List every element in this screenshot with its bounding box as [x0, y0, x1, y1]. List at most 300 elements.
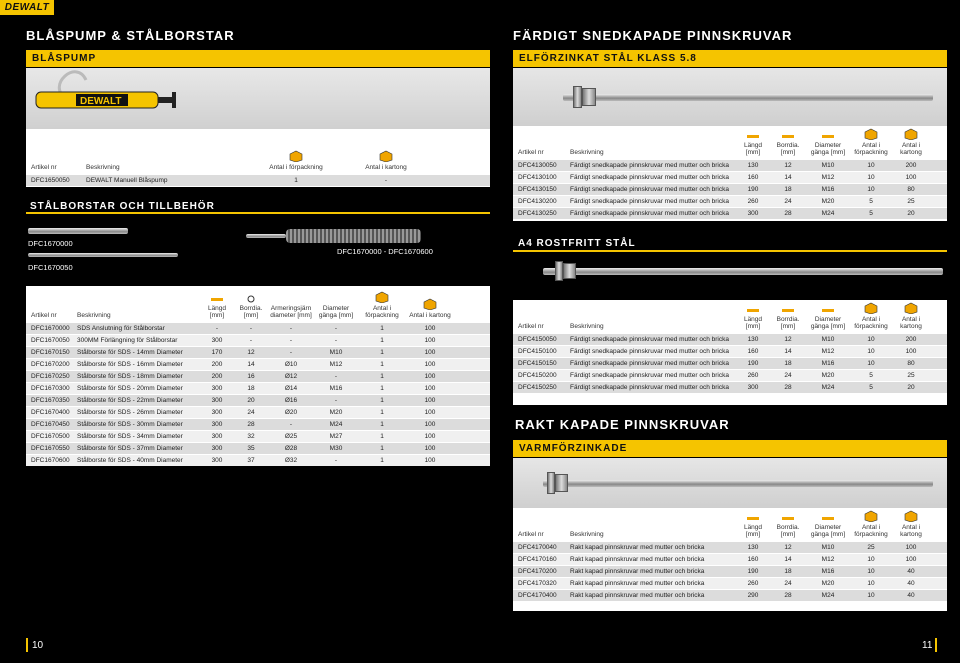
- table-cell: Ø12: [268, 370, 314, 382]
- table-cell: 32: [234, 430, 268, 442]
- table-cell: 24: [771, 578, 805, 590]
- table-cell: 12: [771, 334, 805, 346]
- page-number-right: 11: [922, 640, 933, 651]
- carton-icon: [893, 510, 929, 524]
- length-icon: [737, 306, 769, 316]
- column-header: Artikel nr: [513, 126, 565, 160]
- table-row: [26, 454, 490, 466]
- table-cell: -: [314, 334, 358, 346]
- table-cell: -: [314, 394, 358, 406]
- table-cell: 300: [200, 454, 234, 466]
- thread-icon: [807, 514, 849, 524]
- table-cell: 18: [771, 358, 805, 370]
- column-header: Längd [mm]: [735, 508, 771, 542]
- page-marker-right: [935, 638, 937, 652]
- table-cell: DFC4150200: [513, 370, 565, 382]
- blaspump-illustration: [26, 68, 490, 129]
- table-row: [513, 172, 947, 184]
- table-cell: 100: [406, 322, 454, 334]
- table-cell: M24: [805, 382, 851, 394]
- table-cell: Rakt kapad pinnskruvar med mutter och bricka: [565, 542, 735, 554]
- column-header: Antal i kartong: [891, 300, 931, 334]
- column-header: Längd [mm]: [735, 300, 771, 334]
- table-cell: 200: [200, 370, 234, 382]
- thread-icon: [807, 132, 849, 142]
- table-cell: -: [234, 334, 268, 346]
- column-header: Antal i förpackning: [851, 300, 891, 334]
- table-cell: -: [268, 346, 314, 358]
- table-row: [513, 184, 947, 196]
- column-header: Antal i kartong: [891, 126, 931, 160]
- table-cell: Rakt kapad pinnskruvar med mutter och bricka: [565, 566, 735, 578]
- svg-text:DEWALT: DEWALT: [80, 96, 122, 107]
- table-cell: 14: [771, 346, 805, 358]
- table-cell: Stålborste för SDS - 22mm Diameter: [72, 394, 200, 406]
- table-cell: M27: [314, 430, 358, 442]
- table-snedkapade: [513, 126, 947, 221]
- table-cell: -: [268, 334, 314, 346]
- column-header: Antal i förpackning: [851, 508, 891, 542]
- table-cell: -: [268, 418, 314, 430]
- table-cell: Stålborste för SDS - 37mm Diameter: [72, 442, 200, 454]
- table-cell: DFC4130200: [513, 196, 565, 208]
- table-cell: 100: [406, 334, 454, 346]
- package-icon: [853, 302, 889, 316]
- table-cell: 12: [771, 542, 805, 554]
- table-cell: 10: [851, 334, 891, 346]
- brush-shaft-image: [246, 234, 286, 238]
- table-row: [513, 370, 947, 382]
- table-cell: 100: [406, 442, 454, 454]
- table-cell: Rakt kapad pinnskruvar med mutter och bricka: [565, 578, 735, 590]
- table-cell: Färdigt snedkapade pinnskruvar med mutter och bricka: [565, 382, 735, 394]
- column-header: Diameter gänga [mm]: [805, 126, 851, 160]
- divider: [513, 250, 947, 252]
- table-cell: -: [268, 322, 314, 334]
- a4-photo: [513, 255, 947, 285]
- column-header: Längd [mm]: [735, 126, 771, 160]
- table-rakt: [513, 508, 947, 611]
- stud-image: [563, 94, 933, 101]
- carton-icon: [348, 150, 424, 164]
- table-cell: 160: [735, 554, 771, 566]
- table-cell: 190: [735, 184, 771, 196]
- table-row: [513, 542, 947, 554]
- table-cell: 40: [891, 578, 931, 590]
- table-cell: M10: [805, 334, 851, 346]
- table-cell: DFC4170320: [513, 578, 565, 590]
- table-cell: DFC4170160: [513, 554, 565, 566]
- table-row: [26, 382, 490, 394]
- brush-bristles-image: [286, 229, 421, 243]
- sds-adapter-image: [28, 228, 128, 234]
- table-cell: -: [234, 322, 268, 334]
- page-number-left: 10: [32, 640, 44, 651]
- table-row: [513, 334, 947, 346]
- table-cell: 10: [851, 172, 891, 184]
- column-header: Antal i förpackning: [851, 126, 891, 160]
- table-cell: 200: [200, 358, 234, 370]
- table-cell: 100: [891, 346, 931, 358]
- table-cell: M12: [314, 358, 358, 370]
- table-cell: 16: [234, 370, 268, 382]
- header-antal-kartong: Antal i kartong: [346, 129, 426, 174]
- table-cell: 1: [358, 322, 406, 334]
- table-cell: 300: [735, 382, 771, 394]
- table-cell: M16: [805, 184, 851, 196]
- table-cell: 300: [735, 208, 771, 220]
- length-icon: [737, 514, 769, 524]
- table-row: [513, 554, 947, 566]
- table-cell: 20: [891, 382, 931, 394]
- table-cell: Stålborste för SDS - 30mm Diameter: [72, 418, 200, 430]
- table-cell: DFC4150050: [513, 334, 565, 346]
- table-cell: 160: [735, 172, 771, 184]
- table-cell: 10: [851, 184, 891, 196]
- table-cell: DFC1670450: [26, 418, 72, 430]
- table-cell: 28: [771, 208, 805, 220]
- table-row: [26, 406, 490, 418]
- table-cell: Ø32: [268, 454, 314, 466]
- table-cell: DFC1670350: [26, 394, 72, 406]
- table-cell: 24: [771, 196, 805, 208]
- label-dfc1670000: DFC1670000: [28, 239, 73, 248]
- table-cell: 300: [200, 406, 234, 418]
- table-cell: -: [314, 322, 358, 334]
- washer-image: [555, 261, 563, 281]
- table-cell: 100: [406, 382, 454, 394]
- table-cell: 300: [200, 430, 234, 442]
- table-a4: [513, 300, 947, 405]
- table-cell: Rakt kapad pinnskruvar med mutter och bricka: [565, 554, 735, 566]
- table-row: [513, 382, 947, 394]
- table-cell: 18: [771, 184, 805, 196]
- table-cell: Stålborste för SDS - 14mm Diameter: [72, 346, 200, 358]
- table-cell: Färdigt snedkapade pinnskruvar med mutter och bricka: [565, 334, 735, 346]
- package-icon: [360, 291, 404, 305]
- table-cell: DFC1670250: [26, 370, 72, 382]
- table-cell: 160: [735, 346, 771, 358]
- table-cell: 14: [771, 554, 805, 566]
- table-cell: M10: [314, 346, 358, 358]
- table-cell: 10: [851, 554, 891, 566]
- table-row: [26, 334, 490, 346]
- table-cell: DFC4130150: [513, 184, 565, 196]
- length-icon: [202, 295, 232, 305]
- header-langd: Längd [mm]: [200, 286, 234, 322]
- table-cell: -: [314, 370, 358, 382]
- table-cell: 1: [358, 370, 406, 382]
- table-cell: -: [200, 322, 234, 334]
- table-cell: Ø16: [268, 394, 314, 406]
- table-cell: 1: [358, 346, 406, 358]
- page-marker-left: [26, 638, 28, 652]
- nut-image: [563, 263, 576, 279]
- table-cell: 40: [891, 590, 931, 602]
- column-header: Beskrivning: [565, 300, 735, 334]
- rakt-kapade-title: RAKT KAPADE PINNSKRUVAR: [515, 417, 730, 432]
- table-cell: M12: [805, 172, 851, 184]
- table-cell: DFC1670200: [26, 358, 72, 370]
- table-cell: 80: [891, 358, 931, 370]
- table-cell: DFC4130250: [513, 208, 565, 220]
- table-row: [26, 442, 490, 454]
- table-row: [513, 358, 947, 370]
- package-icon: [853, 510, 889, 524]
- table-cell: Rakt kapad pinnskruvar med mutter och bricka: [565, 590, 735, 602]
- table-cell: Färdigt snedkapade pinnskruvar med mutter och bricka: [565, 370, 735, 382]
- carton-icon: [893, 302, 929, 316]
- washer-image: [547, 472, 555, 494]
- rakt-photo: [513, 458, 947, 508]
- table-cell: M12: [805, 554, 851, 566]
- table-cell: Stålborste för SDS - 40mm Diameter: [72, 454, 200, 466]
- table-cell: DFC4170040: [513, 542, 565, 554]
- carton-icon: [408, 298, 452, 312]
- brush-table: [26, 286, 490, 464]
- table-row: [26, 394, 490, 406]
- table-row: DFC1650050 DEWALT Manuell Blåspump 1 -: [26, 174, 490, 186]
- table-cell: M20: [805, 578, 851, 590]
- table-cell: 130: [735, 334, 771, 346]
- stud-image: [543, 268, 943, 275]
- table-cell: 5: [851, 382, 891, 394]
- table-cell: 300: [200, 334, 234, 346]
- table-cell: 300: [200, 418, 234, 430]
- a4-heading: A4 ROSTFRITT STÅL: [518, 238, 636, 249]
- table-cell: 10: [851, 566, 891, 578]
- table-cell: DFC4130100: [513, 172, 565, 184]
- table-cell: 190: [735, 566, 771, 578]
- column-header: Borrdia. [mm]: [771, 508, 805, 542]
- table-cell: 190: [735, 358, 771, 370]
- table-cell: M16: [314, 382, 358, 394]
- table-row: [513, 590, 947, 602]
- table-cell: M24: [805, 208, 851, 220]
- table-cell: 260: [735, 578, 771, 590]
- table-cell: M20: [805, 370, 851, 382]
- table-cell: DFC1670550: [26, 442, 72, 454]
- header-borrdia: Borrdia. [mm]: [234, 286, 268, 322]
- table-cell: Ø25: [268, 430, 314, 442]
- table-cell: Färdigt snedkapade pinnskruvar med mutter och bricka: [565, 172, 735, 184]
- table-cell: 10: [851, 590, 891, 602]
- table-cell: 10: [851, 358, 891, 370]
- table-cell: 260: [735, 370, 771, 382]
- divider: [26, 212, 490, 214]
- column-header: Borrdia. [mm]: [771, 126, 805, 160]
- table-cell: 10: [851, 160, 891, 172]
- table-row: [26, 346, 490, 358]
- table-cell: DFC4150250: [513, 382, 565, 394]
- table-cell: M16: [805, 358, 851, 370]
- table-cell: Färdigt snedkapade pinnskruvar med mutter och bricka: [565, 196, 735, 208]
- table-row: [513, 566, 947, 578]
- table-cell: 37: [234, 454, 268, 466]
- table-cell: Stålborste för SDS - 16mm Diameter: [72, 358, 200, 370]
- snedkapade-photo: [513, 68, 947, 126]
- table-row: [26, 370, 490, 382]
- table-cell: 100: [891, 554, 931, 566]
- column-header: Artikel nr: [513, 300, 565, 334]
- column-header: Borrdia. [mm]: [771, 300, 805, 334]
- table-cell: 300: [200, 442, 234, 454]
- washer-image: [573, 86, 582, 108]
- header-diameter-ganga: Diameter gänga [mm]: [314, 286, 358, 322]
- label-dfc1670050: DFC1670050: [28, 263, 73, 272]
- table-cell: M20: [314, 406, 358, 418]
- table-cell: DFC1670050: [26, 334, 72, 346]
- dewalt-logo: DEWALT: [0, 0, 54, 15]
- table-cell: 100: [406, 430, 454, 442]
- table-row: [26, 358, 490, 370]
- table-cell: 20: [234, 394, 268, 406]
- column-header: Beskrivning: [565, 126, 735, 160]
- header-artikel-nr: Artikel nr: [26, 129, 81, 174]
- table-cell: DFC4150150: [513, 358, 565, 370]
- table-cell: 130: [735, 160, 771, 172]
- table-cell: 25: [891, 370, 931, 382]
- right-page-title: FÄRDIGT SNEDKAPADE PINNSKRUVAR: [513, 28, 793, 43]
- table-cell: DFC4130050: [513, 160, 565, 172]
- table-cell: Stålborste för SDS - 34mm Diameter: [72, 430, 200, 442]
- header-beskrivning: Beskrivning: [81, 129, 246, 174]
- table-row: [513, 160, 947, 172]
- stalborstar-heading: STÅLBORSTAR OCH TILLBEHÖR: [30, 201, 215, 212]
- table-cell: 28: [771, 382, 805, 394]
- table-cell: 300: [200, 382, 234, 394]
- header-antal-forpackning: Antal i förpackning: [358, 286, 406, 322]
- column-header: Artikel nr: [513, 508, 565, 542]
- table-row: [26, 322, 490, 334]
- table-cell: M30: [314, 442, 358, 454]
- extension-image: [28, 253, 178, 257]
- table-cell: M20: [805, 196, 851, 208]
- table-cell: 1: [358, 406, 406, 418]
- table-cell: 1: [358, 454, 406, 466]
- table-cell: Stålborste för SDS - 18mm Diameter: [72, 370, 200, 382]
- blaspump-photo: [26, 68, 490, 129]
- table-cell: 100: [406, 358, 454, 370]
- column-header: Antal i kartong: [891, 508, 931, 542]
- table-cell: DFC1670600: [26, 454, 72, 466]
- table-cell: 5: [851, 370, 891, 382]
- table-cell: M24: [314, 418, 358, 430]
- thread-icon: [807, 306, 849, 316]
- table-cell: Stålborste för SDS - 26mm Diameter: [72, 406, 200, 418]
- table-cell: 100: [891, 542, 931, 554]
- table-cell: 24: [771, 370, 805, 382]
- table-cell: 14: [771, 172, 805, 184]
- table-cell: SDS Anslutning för Stålborstar: [72, 322, 200, 334]
- table-cell: 300: [200, 394, 234, 406]
- table-row: [26, 418, 490, 430]
- table-cell: 200: [891, 334, 931, 346]
- table-row: [513, 196, 947, 208]
- table-cell: DFC4170200: [513, 566, 565, 578]
- table-cell: Ø28: [268, 442, 314, 454]
- table-cell: 40: [891, 566, 931, 578]
- label-range: DFC1670000 - DFC1670600: [337, 247, 433, 256]
- table-cell: DFC1670500: [26, 430, 72, 442]
- table-cell: 200: [891, 160, 931, 172]
- nut-image: [555, 474, 568, 492]
- column-header: Beskrivning: [565, 508, 735, 542]
- section-bar-varmforzinkade: VARMFÖRZINKADE: [513, 440, 947, 457]
- left-page-title: BLÅSPUMP & STÅLBORSTAR: [26, 28, 235, 43]
- table-cell: 25: [891, 196, 931, 208]
- table-cell: 28: [234, 418, 268, 430]
- table-cell: -: [314, 454, 358, 466]
- table-cell: 1: [358, 394, 406, 406]
- table-cell: 100: [406, 406, 454, 418]
- table-cell: Ø10: [268, 358, 314, 370]
- table-cell: 100: [406, 454, 454, 466]
- table-cell: 130: [735, 542, 771, 554]
- table-cell: Ø20: [268, 406, 314, 418]
- table-cell: DFC1670400: [26, 406, 72, 418]
- table-cell: Ø14: [268, 382, 314, 394]
- table-cell: 18: [234, 382, 268, 394]
- table-cell: 25: [851, 542, 891, 554]
- table-cell: Färdigt snedkapade pinnskruvar med mutter och bricka: [565, 358, 735, 370]
- section-bar-elforzinkat: ELFÖRZINKAT STÅL KLASS 5.8: [513, 50, 947, 67]
- table-cell: 260: [735, 196, 771, 208]
- column-header: Diameter gänga [mm]: [805, 300, 851, 334]
- header-beskrivning: Beskrivning: [72, 286, 200, 322]
- table-cell: M10: [805, 160, 851, 172]
- table-cell: M24: [805, 590, 851, 602]
- table-cell: 24: [234, 406, 268, 418]
- table-cell: 5: [851, 196, 891, 208]
- table-cell: 100: [406, 370, 454, 382]
- table-cell: 1: [358, 418, 406, 430]
- table-cell: 18: [771, 566, 805, 578]
- table-cell: 10: [851, 578, 891, 590]
- table-cell: 5: [851, 208, 891, 220]
- table-row: [513, 208, 947, 220]
- table-cell: 100: [406, 418, 454, 430]
- header-armeringsjarn: Armeringsjärn diameter [mm]: [268, 286, 314, 322]
- table-cell: DFC4150100: [513, 346, 565, 358]
- table-cell: 1: [358, 382, 406, 394]
- table-cell: Färdigt snedkapade pinnskruvar med mutter och bricka: [565, 160, 735, 172]
- table-cell: 28: [771, 590, 805, 602]
- header-antal-forpackning: Antal i förpackning: [246, 129, 346, 174]
- table-cell: 35: [234, 442, 268, 454]
- length-icon: [737, 132, 769, 142]
- table-cell: 1: [358, 358, 406, 370]
- table-cell: 290: [735, 590, 771, 602]
- package-icon: [853, 128, 889, 142]
- stud-image: [543, 480, 933, 487]
- table-row: [513, 578, 947, 590]
- table-cell: Färdigt snedkapade pinnskruvar med mutter och bricka: [565, 184, 735, 196]
- table-cell: M10: [805, 542, 851, 554]
- package-icon: [248, 150, 344, 164]
- table-row: [513, 346, 947, 358]
- table-cell: DFC1670300: [26, 382, 72, 394]
- table-cell: 10: [851, 346, 891, 358]
- table-cell: 20: [891, 208, 931, 220]
- table-cell: 12: [234, 346, 268, 358]
- header-artikel-nr: Artikel nr: [26, 286, 72, 322]
- drill-diameter-icon: [773, 514, 803, 524]
- table-cell: 170: [200, 346, 234, 358]
- table-cell: 100: [891, 172, 931, 184]
- table-cell: 1: [358, 430, 406, 442]
- table-cell: 100: [406, 346, 454, 358]
